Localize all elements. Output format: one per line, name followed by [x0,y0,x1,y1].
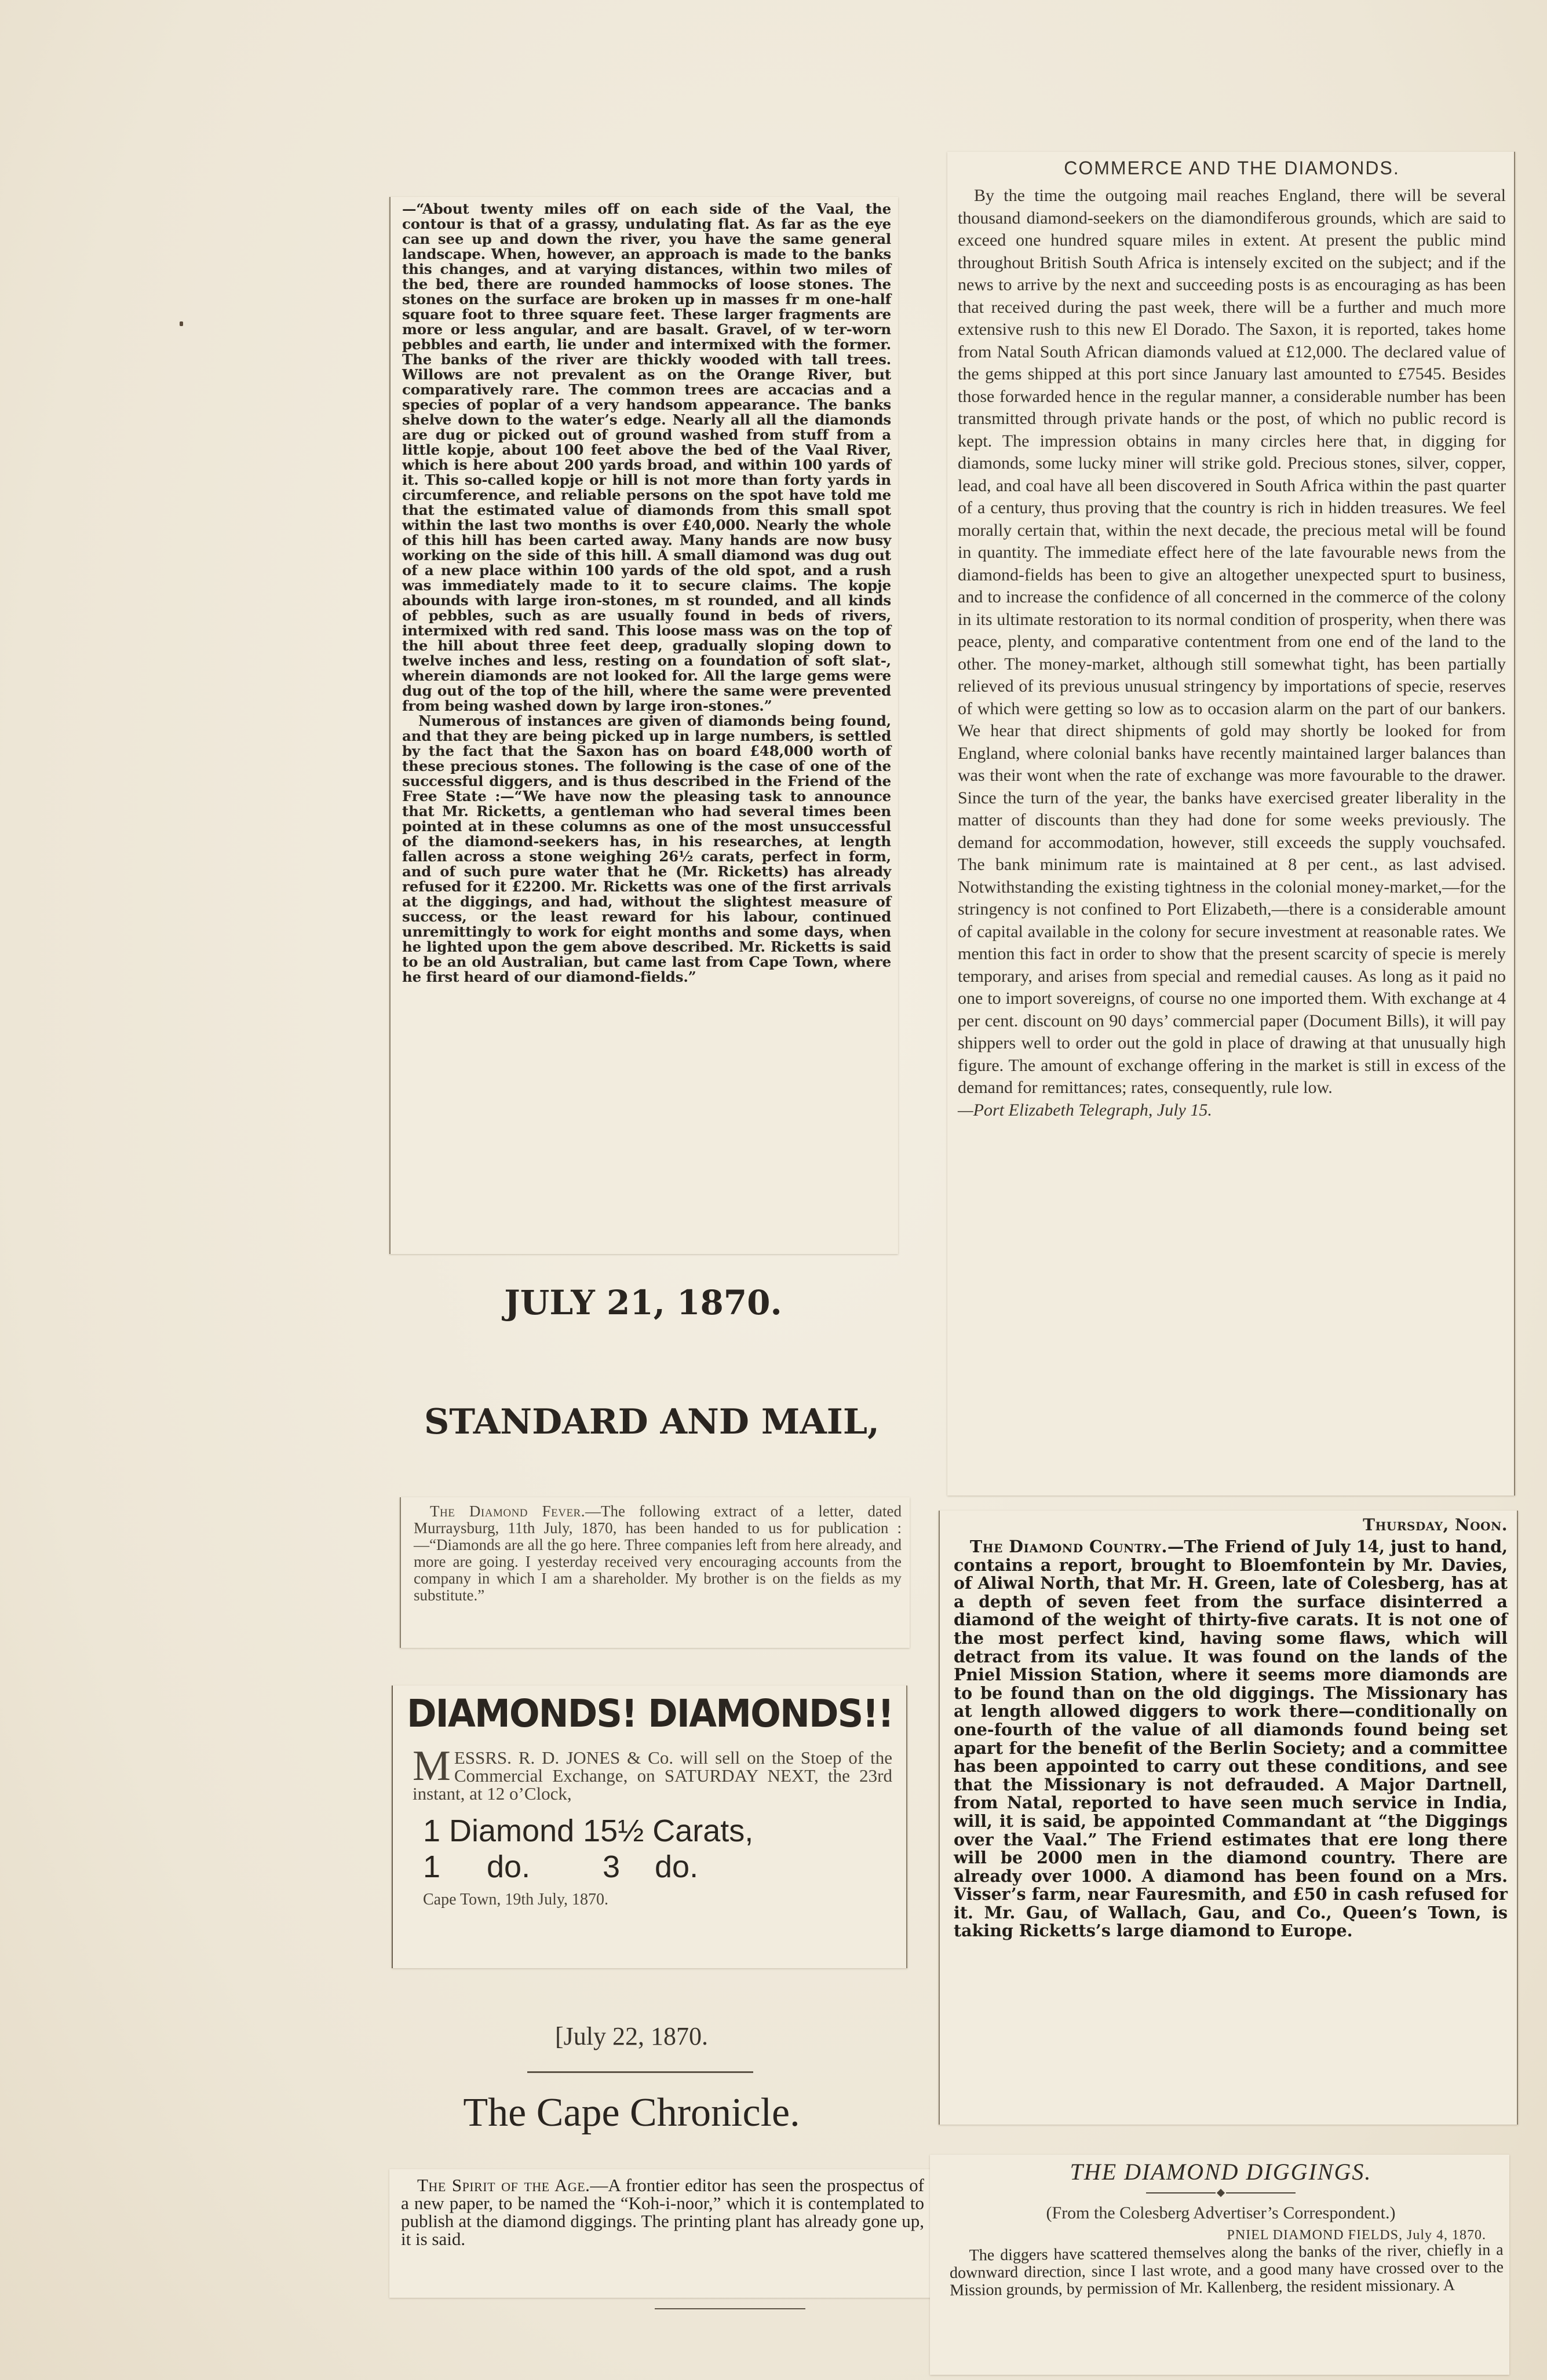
ink-speck [180,321,183,326]
diamond-diggings-clipping [930,2155,1509,2375]
ad-footer: Cape Town, 19th July, 1870. [423,1891,609,1909]
spirit-of-the-age-text: —A frontier editor has seen the prospectus of a new paper, to be named the “Koh-i-noor,” which it is contemplated to publish at the diamond diggings. The printing plant has already gone up, it is said. [401,2175,924,2249]
diamond-country-lead: The Diamond Country. [970,1537,1167,1556]
masthead-standard-and-mail: STANDARD AND MAIL, [424,1402,880,1442]
auction-advertisement [392,1686,907,1968]
ad-line-2 [407,1849,892,1885]
date-july-21: JULY 21, 1870. [504,1283,782,1322]
spirit-of-the-age-clipping [389,2169,931,2298]
diamond-fever-clipping [400,1497,910,1648]
ornamental-rule [938,2187,1504,2198]
closing-rule [655,2308,805,2309]
thursday-noon-label: Thursday, Noon. [1363,1515,1508,1534]
commerce-clipping [947,152,1515,1496]
diggings-title: THE DIAMOND DIGGINGS. [1070,2159,1372,2185]
diamond-country-clipping [939,1511,1518,2125]
ad-line-1: 1 Diamond 15½ Carats, [423,1814,754,1848]
commerce-title: COMMERCE AND THE DIAMONDS. [1064,158,1400,178]
ad-line-2-qty: 1 [423,1849,441,1884]
spirit-of-the-age-lead: The Spirit of the Age. [417,2175,590,2195]
saxon-paragraph: Numerous of instances are given of diamonds being found, and that they are being picked up in large numbers, is settled by the fact that the Saxon has on board £48,000 worth of these precious stones. The following is the case of one of the successful diggers, and is thus described in the Friend of the Free State :—“We have now the pleasing task to announce that Mr. Ricketts, a gentleman who had several times been pointed at in these columns as one of the most unsuccessful of the diamond-seekers has, in his researches, at length fallen across a stone weighing 26½ carats, perfect in form, and of such pure water that he (Mr. Ricketts) has already refused for it £2200. Mr. Ricketts was one of the first arrivals at the diggings, and had, without the slightest measure of success, or the least reward for his labour, continued unremittingly to work for eight months and some days, when he lighted upon the gem above described. Mr. Ricketts is said to be an old Australian, but came last from Cape Town, where he first heard of our diamond-fields.” [402,712,891,985]
diamond-fever-text: —The following extract of a letter, dated Murraysburg, 11th July, 1870, has been handed to us for publication :—“Diamonds are all the go here. Three companies left from here already, and more are going. I yesterday received very encouraging accounts from the company in which I am a shareholder. My brother is on the fields as my substitute.” [414,1502,902,1604]
diamond-country-text: —The Friend of July 14, just to hand, contains a report, brought to Bloemfontein by Mr. Davies, of Aliwal North, that Mr. H. Green, late of Colesberg, has at a depth of seven feet from the surface disinterred a diamond of the weight of thirty-five carats. It is not one of the most perfect kind, having some flaws, which will detract from its value. It was found on the lands of the Pniel Mission Station, where it seems more diamonds are to be found than on the old diggings. The Missionary has at length allowed diggers to work there—conditionally on one-fourth of the value of all diamonds found being set apart for the benefit of the Berlin Society; and a committee has been appointed to carry out these conditions, and see that the Missionary is not defrauded. A Major Dartnell, from Natal, reported to have seen much service in India, will, it is said, be appointed Commandant at “the Diggings over the Vaal.” The Friend estimates that ere long there will be 2000 men in the diamond country. There are already over 1000. A diamond has been found on a Mrs. Visser’s farm, near Fauresmith, and £50 in cash refused for it. Mr. Gau, of Wallach, Gau, and Co., Queen’s Town, is taking Ricketts’s large diamond to Europe. [954,1537,1508,1941]
commerce-source: —Port Elizabeth Telegraph, July 15. [958,1100,1212,1120]
diggings-dateline: PNIEL DIAMOND FIELDS, July 4, 1870. [1227,2228,1486,2243]
masthead-cape-chronicle: The Cape Chronicle. [463,2090,800,2135]
vaal-description-text: —“About twenty miles off on each side of the Vaal, the contour is that of a grassy, undulating flat. As far as the eye can see up and down the river, you have the same general landscape. When, however, an approach is made to the banks this changes, and at varying distances, within two miles of the bed, there are rounded hammocks of loose stones. The stones on the surface are broken up in masses fr m one-half square foot to three square feet. These larger fragments are more or less angular, and are basalt. Gravel, of w ter-worn pebbles and earth, lie under and intermixed with the former. The banks of the river are thickly wooded with tall trees. Willows are not prevalent as on the Orange River, but comparatively rare. The common trees are accacias and a species of poplar of a very handsom appearance. The banks shelve down to the water’s edge. Nearly all all the diamonds are dug or picked out of ground washed from stuff from a little kopje, about 100 feet above the bed of the Vaal River, which is here about 200 yards broad, and within 100 yards of it. This so-called kopje or hill is not more than forty yards in circumference, and reliable persons on the spot have told me that the estimated value of diamonds from this small spot within the last two months is over £40,000. Nearly the whole of this hill has been carted away. Many hands are now busy working on the side of this hill. A small diamond was dug out of a new place within 100 yards of the old spot, and a rush was immediately made to it to secure claims. The kopje abounds with large iron-stones, m st rounded, and all kinds of pebbles, such as are usually found in beds of rivers, intermixed with red sand. This loose mass was on the top of the hill about three feet deep, gradually sloping down to twelve inches and less, resting on a foundation of soft slat-, wherein diamonds are not looked for. All the large gems were dug out of the top of the hill, where the same were prevented from being washed down by large iron-stones.” [402,200,891,714]
diggings-text: The diggers have scattered themselves along the banks of the river, chiefly in a downward direction, since I last wrote, and a good many have crossed over to the Mission grounds, by permission of Mr. Kallenberg, the resident missionary. A [949,2240,1504,2299]
diamond-fever-lead: The Diamond Fever. [430,1502,585,1520]
ad-line-2-do2: do. [655,1849,699,1884]
divider-rule [527,2071,753,2073]
ad-dropcap: M [413,1742,451,1790]
ad-line-2-do: do. [487,1849,531,1884]
date-july-22: [July 22, 1870. [555,2022,708,2050]
ad-headline: DIAMONDS! DIAMONDS!! [407,1691,893,1736]
commerce-text: By the time the outgoing mail reaches England, there will be several thousand diamond-seekers on the diamondiferous grounds, which are said to exceed one hundred square miles in extent. At present the public mind throughout British South Africa is intensely excited on the subject; and if the news to arrive by the next and succeeding posts is as encouraging as has been that received during the past week, there will be a further and much more extensive rush to this new El Dorado. The Saxon, it is reported, takes home from Natal South African diamonds valued at £12,000. The declared value of the gems shipped at this port since January last amounted to £7545. Besides those forwarded hence in the regular manner, a considerable number has been transmitted through private hands or the post, of which no public record is kept. The impression obtains in many circles here that, in digging for diamonds, some lucky miner will strike gold. Precious stones, silver, copper, lead, and coal have all been discovered in South Africa within the past quarter of a century, thus proving that the country is rich in hidden treasures. We feel morally certain that, within the next decade, the precious metal will be found in quantity. The immediate effect here of the late favourable news from the diamond-fields has been to give an altogether unexpected spurt to business, and to increase the confidence of all concerned in the commerce of the colony in its ultimate restoration to its normal condition of prosperity, when there was peace, plenty, and comparative contentment from one end of the land to the other. The money-market, although still somewhat tight, has been partially relieved of its previous unusual stringency by importations of specie, reserves of which were getting so low as to occasion alarm on the part of our bankers. We hear that direct shipments of gold may shortly be looked for from England, where colonial banks have recently maintained larger balances than was their wont when the rate of exchange was more favourable to the drawer. Since the turn of the year, the banks have exercised greater liberality in the matter of discounts than they had done for some weeks previously. The demand for accommodation, however, still exceeds the supply vouchsafed. The bank minimum rate is maintained at 8 per cent., as last advised. Notwithstanding the existing tightness in the colonial money-market,—for the stringency is not confined to Port Elizabeth,—there is a considerable amount of capital available in the colony for secure investment at reasonable rates. We mention this fact in order to show that the present scarcity of specie is merely temporary, and arises from special and remedial causes. As long as it paid no one to import sovereigns, of course no one imported them. With exchange at 4 per cent. discount on 90 days’ commercial paper (Document Bills), it will pay shippers well to order out the gold in place of drawing at that unusually high figure. The amount of exchange offering in the market is still in excess of the demand for remittances; rates, consequently, rule low. [958,186,1506,1097]
ad-line-2-num: 3 [603,1849,621,1884]
vaal-description-clipping [389,197,898,1254]
ad-text: ESSRS. R. D. JONES & Co. will sell on the Stoep of the Commercial Exchange, on SATURDAY NEXT, the 23rd instant, at 12 o’Clock, [413,1747,892,1804]
diggings-source: (From the Colesberg Advertiser’s Correspondent.) [1046,2203,1396,2222]
